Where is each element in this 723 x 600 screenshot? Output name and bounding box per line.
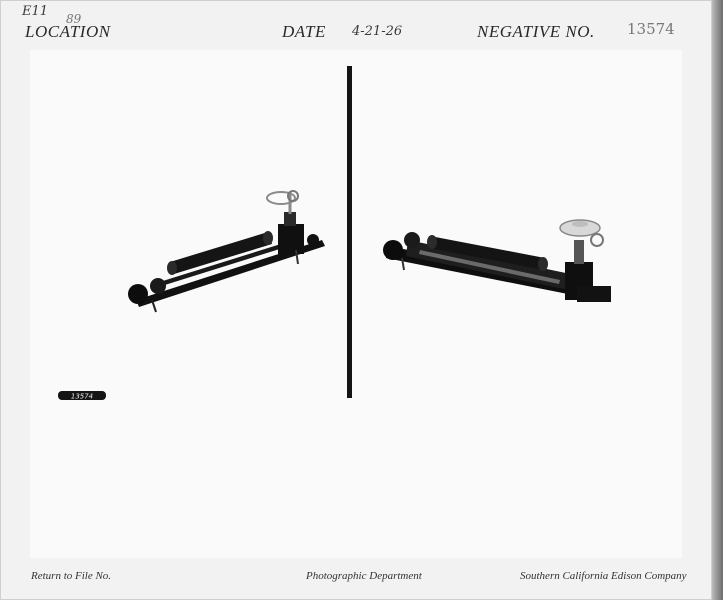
divider-bar: [347, 66, 352, 398]
corner-number: 89: [66, 12, 82, 26]
corner-mark: E11: [22, 4, 49, 19]
svg-text:13574: 13574: [70, 392, 94, 401]
instrument-right: [383, 220, 611, 302]
plate-number-stamp: [58, 391, 106, 401]
company-label: Southern California Edison Company: [520, 570, 687, 582]
return-to-file-label: Return to File No.: [31, 570, 112, 582]
department-label: Photographic Department: [306, 570, 422, 582]
date-label: DATE: [282, 22, 326, 41]
scan-edge: [712, 0, 723, 600]
date-value: 4-21-26: [352, 24, 403, 39]
location-label: LOCATION: [25, 22, 111, 41]
negative-number: 13574: [627, 20, 675, 38]
negative-label: NEGATIVE NO.: [477, 22, 595, 41]
instrument-left: [128, 191, 325, 312]
